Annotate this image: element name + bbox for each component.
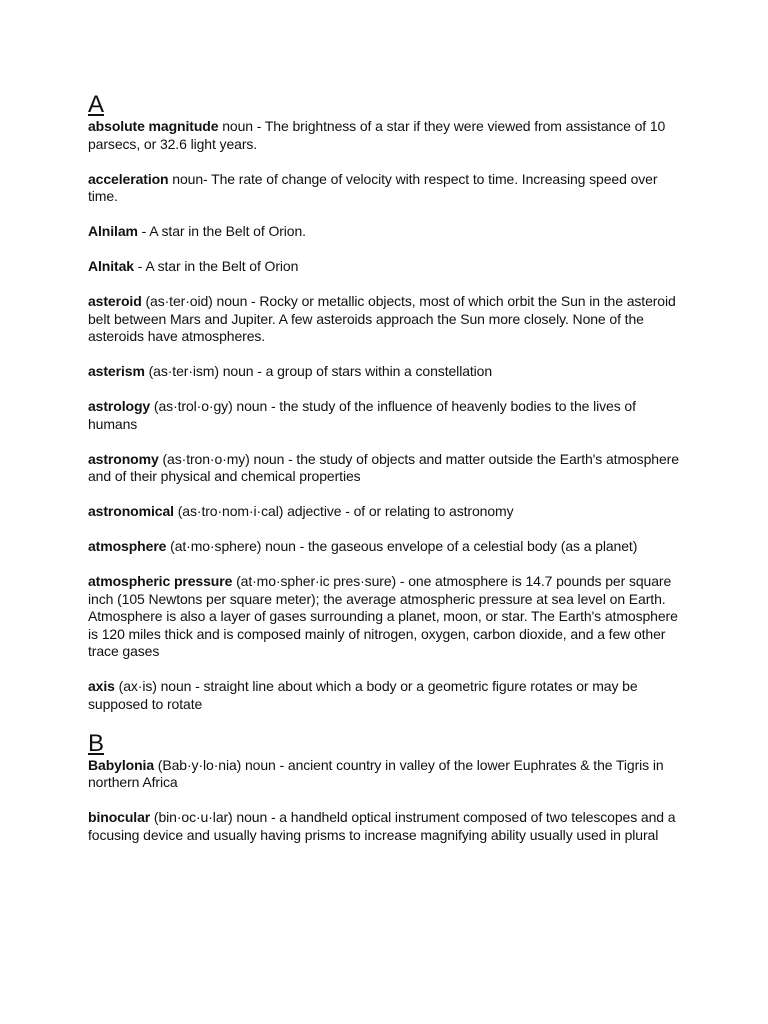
glossary-entry — [88, 223, 688, 241]
glossary-entry — [88, 171, 688, 206]
entry-definition: (Bab·y·lo·nia) noun - ancient country in valley of the lower Euphrates & the Tigris in northern Africa — [88, 756, 664, 790]
glossary-entry — [88, 678, 688, 713]
glossary-entry — [88, 809, 688, 844]
glossary-entry — [88, 118, 688, 153]
glossary-entry — [88, 398, 688, 433]
entry-definition: - A star in the Belt of Orion. — [137, 223, 306, 239]
entry-term: absolute magnitude — [88, 118, 219, 134]
section-heading-b: B — [88, 729, 105, 757]
entry-term: Alnilam — [88, 223, 138, 239]
entry-term: asterism — [88, 363, 145, 379]
entry-definition: (as·tro·nom·i·cal) adjective - of or relating to astronomy — [173, 503, 514, 519]
entry-term: binocular — [88, 809, 151, 825]
entry-definition: (ax·is) noun - straight line about which a body or a geometric figure rotates or may be supposed to rotate — [88, 678, 638, 712]
entry-term: astronomical — [88, 503, 174, 519]
entry-term: axis — [88, 678, 115, 694]
glossary-entry — [88, 538, 688, 556]
glossary-entry — [88, 757, 688, 792]
section-heading-a: A — [88, 91, 105, 118]
entry-term: Alnitak — [88, 258, 134, 274]
entry-term: astronomy — [88, 450, 159, 467]
entry-definition: (as·trol·o·gy) noun - the study of the influence of heavenly bodies to the lives of humans — [88, 398, 636, 432]
entry-definition: (at·mo·sphere) noun - the gaseous envelope of a celestial body (as a planet) — [166, 538, 638, 554]
entry-definition: (at·mo·spher·ic pres·sure) - one atmosphere is 14.7 pounds per square inch (105 Newtons per square meter); the average atmospheric pressure at sea level on Earth. Atmosphere is also a layer of gases surrounding a planet, moon, or star. The Earth's atmosphere is 120 miles thick and is composed mainly of nitrogen, oxygen, carbon dioxide, and a few other trace gases — [88, 573, 678, 659]
entry-term: atmospheric pressure — [88, 573, 233, 589]
entry-definition: (as·tron·o·my) noun - the study of objects and matter outside the Earth's atmosphere and of their physical and chemical properties — [88, 450, 679, 484]
glossary-entry — [88, 573, 688, 661]
entry-definition: noun- The rate of change of velocity with respect to time. Increasing speed over time. — [88, 170, 658, 204]
glossary-entry — [88, 293, 688, 346]
entry-definition: noun - The brightness of a star if they were viewed from assistance of 10 parsecs, or 32.6 light years. — [88, 118, 666, 152]
entry-definition: (as·ter·ism) noun - a group of stars within a constellation — [144, 363, 493, 379]
section-b — [88, 731, 688, 845]
entry-definition: (bin·oc·u·lar) noun - a handheld optical instrument composed of two telescopes and a focusing device and usually having prisms to increase magnifying ability usually used in plural — [88, 809, 676, 843]
entry-term: acceleration — [88, 170, 169, 187]
glossary-entry — [88, 258, 688, 276]
entry-term: Babylonia — [88, 756, 155, 773]
entry-term: asteroid — [88, 293, 142, 309]
entry-definition: (as·ter·oid) noun - Rocky or metallic objects, most of which orbit the Sun in the asteroid belt between Mars and Jupiter. A few asteroids approach the Sun more closely. None of the asteroids have atmospheres. — [88, 293, 676, 344]
entry-definition: - A star in the Belt of Orion — [133, 258, 299, 274]
glossary-entry — [88, 503, 688, 521]
glossary-page — [88, 92, 688, 862]
glossary-entry — [88, 363, 688, 381]
section-a — [88, 92, 688, 713]
entry-term: atmosphere — [88, 538, 167, 554]
entry-term: astrology — [88, 398, 151, 414]
glossary-entry — [88, 451, 688, 486]
